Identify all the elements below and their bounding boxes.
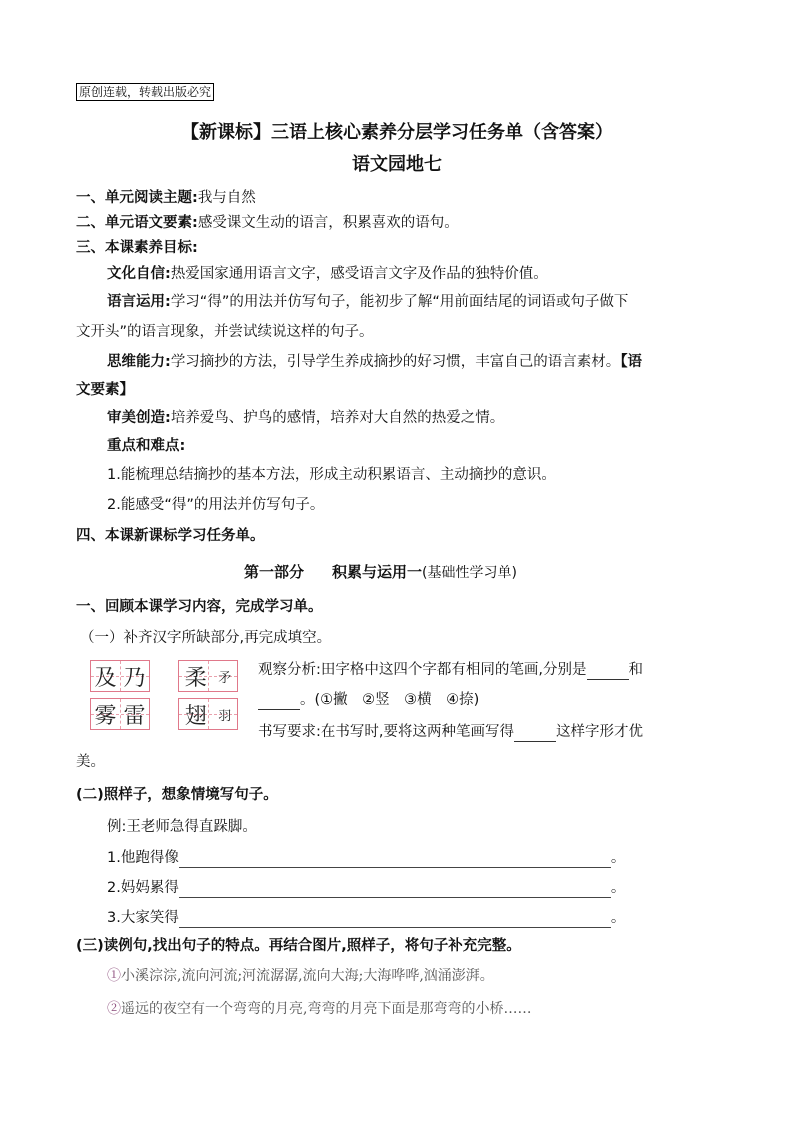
grid-char-left: 翅 (184, 703, 207, 729)
task2-item-1 (107, 848, 625, 868)
goal-language-label: 语言运用: (107, 294, 171, 310)
observe-text-1: 观察分析:田字格中这四个字都有相同的笔画,分别是 (258, 662, 587, 678)
unit-theme (76, 188, 256, 208)
goal-thinking-tag-2: 文要素】 (76, 382, 134, 398)
goal-thinking-tag-1: 【语 (620, 354, 643, 370)
task2-heading: (二)照样子，想象情境写句子。 (76, 787, 278, 803)
goal-aesthetic-label: 审美创造: (107, 410, 171, 426)
write-req-end: 这样字形才优 (556, 724, 643, 740)
example-2-number: ② (107, 1001, 121, 1017)
observe-and: 和 (628, 662, 643, 678)
part-one-heading (244, 562, 517, 583)
literacy-goals-label: 三、本课素养目标: (76, 240, 198, 256)
key-point-1: 1.能梳理总结摘抄的基本方法，形成主动积累语言、主动摘抄的意识。 (107, 467, 556, 483)
unit-element (76, 213, 459, 233)
answer-line-3[interactable] (179, 912, 611, 928)
unit-element-label: 二、单元语文要素: (76, 215, 198, 231)
grid-char-right: 羽 (218, 708, 232, 724)
task3-heading: (三)读例句,找出句子的特点。再结合图片,照样子，将句子补充完整。 (76, 938, 521, 954)
goal-culture-label: 文化自信: (107, 266, 171, 282)
grid-char-right: 乃 (123, 665, 146, 691)
write-req-text-2: 美。 (76, 754, 105, 770)
goal-language-text-1: 学习“得”的用法并仿写句子，能初步了解“用前面结尾的词语或句子做下 (170, 294, 629, 310)
goal-language-text-2: 文开头”的语言现象，并尝试续说这样的句子。 (76, 324, 374, 340)
task2-item-end: 。 (610, 850, 626, 866)
part-one-title: 第一部分 (244, 563, 305, 581)
grid-char-right: 雷 (123, 703, 146, 729)
grid-char-left: 柔 (184, 665, 207, 691)
example-2-text: 遥远的夜空有一个弯弯的月亮,弯弯的月亮下面是那弯弯的小桥…… (121, 1001, 532, 1017)
task2-item-3 (107, 908, 625, 928)
part-one-subtitle: 积累与运用一 (332, 563, 423, 581)
task1-sub1: （一）补齐汉字所缺部分,再完成填空。 (80, 630, 332, 646)
task2-item-2 (107, 878, 625, 898)
goal-language (107, 292, 628, 312)
grid-char-left: 及 (94, 665, 117, 691)
task2-item-end: 。 (610, 880, 626, 896)
task2-item-prefix: 1.他跑得像 (107, 850, 179, 866)
task2-example: 例:王老师急得直跺脚。 (107, 819, 257, 835)
observe-text-2: 。(①撇 ②竖 ③横 ④捺) (300, 692, 480, 708)
stroke-answer-blank-1[interactable] (587, 665, 629, 680)
goal-thinking-text: 学习摘抄的方法，引导学生养成摘抄的好习惯，丰富自己的语言素材。 (170, 354, 621, 370)
goal-aesthetic-text: 培养爱鸟、护鸟的感情，培养对大自然的热爱之情。 (170, 410, 505, 426)
task2-item-prefix: 3.大家笑得 (107, 910, 179, 926)
example-1-text: 小溪淙淙,流向河流;河流潺潺,流向大海;大海哗哗,汹涌澎湃。 (121, 968, 494, 984)
grid-char-left: 雾 (94, 703, 117, 729)
unit-theme-value: 我与自然 (197, 190, 256, 206)
stroke-answer-blank-2[interactable] (258, 695, 300, 710)
write-requirement (258, 722, 643, 742)
goal-culture (107, 264, 548, 284)
key-points-label: 重点和难点: (107, 438, 186, 454)
document-title: 【新课标】三语上核心素养分层学习任务单（含答案） (181, 122, 613, 143)
task1-heading: 一、回顾本课学习内容，完成学习单。 (76, 599, 323, 615)
task2-item-prefix: 2.妈妈累得 (107, 880, 179, 896)
task2-item-end: 。 (610, 910, 626, 926)
example-1-number: ① (107, 968, 121, 984)
observe-line-1 (258, 660, 643, 680)
observe-line-2 (258, 690, 479, 710)
goal-aesthetic (107, 408, 504, 428)
write-req-text: 书写要求:在书写时,要将这两种笔画写得 (258, 724, 514, 740)
char-grid-cell-4[interactable] (178, 698, 238, 730)
goal-thinking (107, 352, 642, 372)
char-grid-cell-1[interactable] (90, 660, 150, 692)
task3-example-2 (107, 999, 531, 1019)
grid-char-right: 矛 (218, 670, 232, 686)
copyright-notice: 原创连载，转载出版必究 (76, 83, 214, 101)
task3-example-1 (107, 966, 494, 986)
char-grid-cell-2[interactable] (178, 660, 238, 692)
task-list-heading: 四、本课新课标学习任务单。 (76, 528, 265, 544)
part-one-note: (基础性学习单) (422, 565, 517, 581)
unit-element-value: 感受课文生动的语言，积累喜欢的语句。 (197, 215, 459, 231)
goal-culture-text: 热爱国家通用语言文字，感受语言文字及作品的独特价值。 (170, 266, 548, 282)
key-point-2: 2.能感受“得”的用法并仿写句子。 (107, 497, 325, 513)
write-req-blank[interactable] (514, 727, 556, 742)
unit-theme-label: 一、单元阅读主题: (76, 190, 198, 206)
char-grid-cell-3[interactable] (90, 698, 150, 730)
goal-thinking-label: 思维能力: (107, 354, 171, 370)
answer-line-1[interactable] (179, 852, 611, 868)
answer-line-2[interactable] (179, 882, 611, 898)
document-subtitle: 语文园地七 (352, 154, 442, 175)
